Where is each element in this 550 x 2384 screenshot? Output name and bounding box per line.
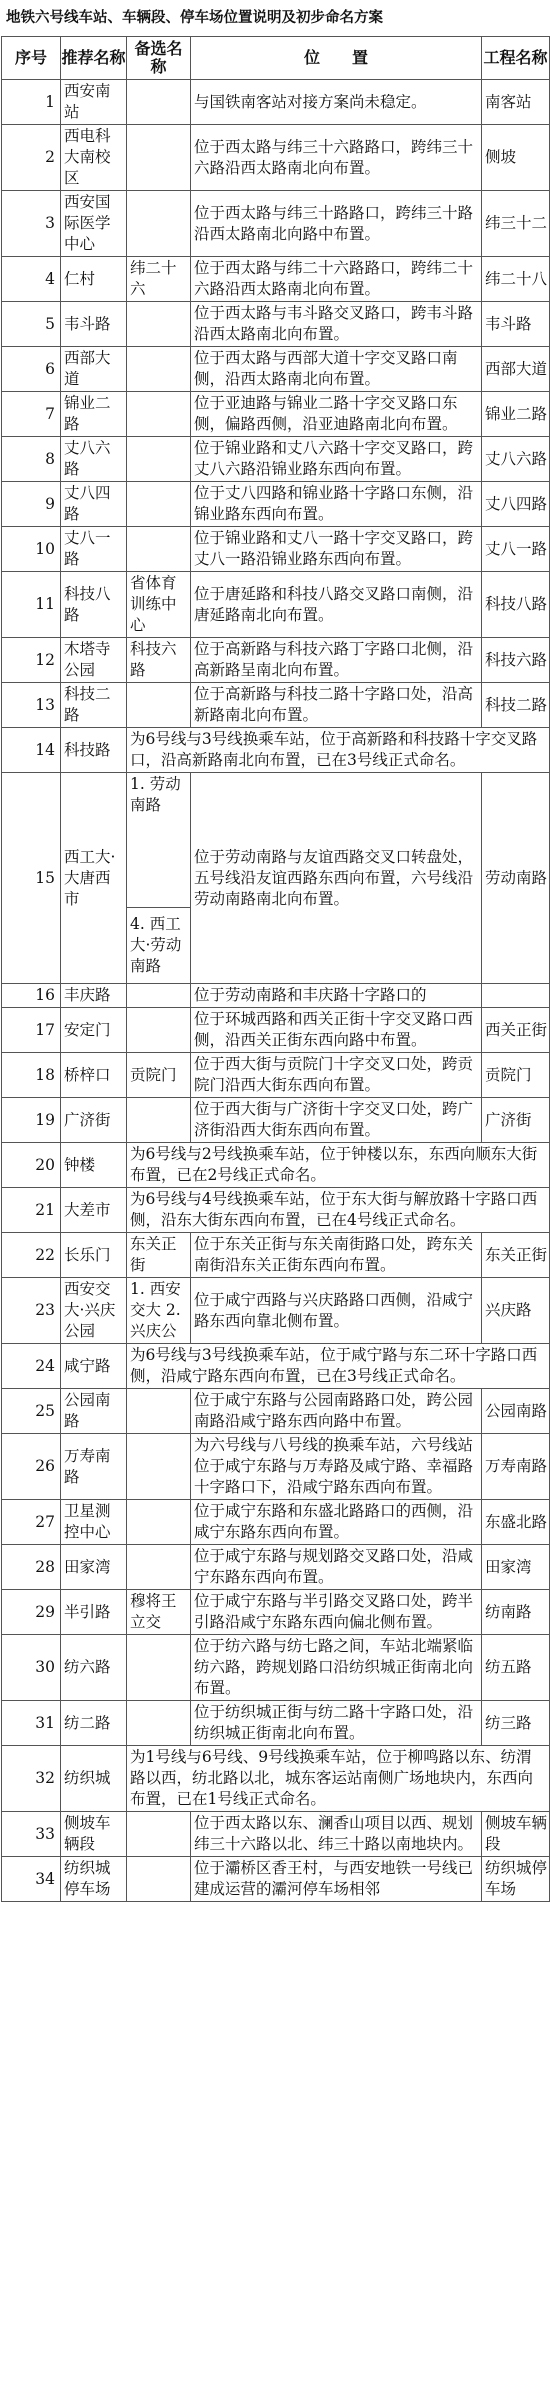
row-number: 25 — [2, 1389, 61, 1434]
table-row — [2, 191, 550, 257]
table-row — [2, 773, 550, 984]
row-number: 17 — [2, 1008, 61, 1053]
alternative-name — [127, 984, 191, 1008]
recommended-name: 纺六路 — [61, 1635, 127, 1701]
location-description: 位于咸宁东路与规划路交叉路口处，沿咸宁东路东西向布置。 — [191, 1545, 482, 1590]
project-name: 西关正街 — [482, 1008, 550, 1053]
transfer-station-note: 为6号线与4号线换乘车站，位于东大街与解放路十字路口西侧，沿东大街东西向布置，已在4号线正式命名。 — [127, 1188, 550, 1233]
row-number: 12 — [2, 638, 61, 683]
table-row — [2, 728, 550, 773]
location-description: 位于西太路与纬三十六路路口，跨纬三十六路沿西太路南北向布置。 — [191, 125, 482, 191]
location-description: 位于劳动南路和丰庆路十字路口的 — [191, 984, 482, 1008]
recommended-name: 万寿南路 — [61, 1434, 127, 1500]
location-description: 位于咸宁东路和东盛北路路口的西侧，沿咸宁东路东西向布置。 — [191, 1500, 482, 1545]
table-row — [2, 1545, 550, 1590]
location-description: 位于环城西路和西关正街十字交叉路口西侧，沿西关正街东西向路中布置。 — [191, 1008, 482, 1053]
project-name: 侧坡 — [482, 125, 550, 191]
location-description: 为六号线与八号线的换乘车站，六号线站位于咸宁东路与万寿路及咸宁路、幸福路十字路口下，沿咸宁路东西向布置。 — [191, 1434, 482, 1500]
recommended-name: 大差市 — [61, 1188, 127, 1233]
location-description: 位于咸宁东路与半引路交叉路口处，跨半引路沿咸宁东路东西向偏北侧布置。 — [191, 1590, 482, 1635]
table-row — [2, 683, 550, 728]
table-row — [2, 984, 550, 1008]
project-name: 东盛北路 — [482, 1500, 550, 1545]
row-number: 2 — [2, 125, 61, 191]
project-name: 西部大道 — [482, 347, 550, 392]
row-number: 19 — [2, 1098, 61, 1143]
table-row — [2, 1344, 550, 1389]
recommended-name: 仁村 — [61, 257, 127, 302]
table-row — [2, 347, 550, 392]
header-alt: 备选名称 — [127, 37, 191, 80]
project-name: 田家湾 — [482, 1545, 550, 1590]
location-description: 位于西太路与韦斗路交叉路口，跨韦斗路沿西太路南北向布置。 — [191, 302, 482, 347]
header-row — [2, 37, 550, 80]
row-number: 27 — [2, 1500, 61, 1545]
table-row — [2, 257, 550, 302]
row-number: 20 — [2, 1143, 61, 1188]
table-row — [2, 1857, 550, 1902]
location-description: 位于咸宁东路与公园南路路口处，跨公园南路沿咸宁路东西向路中布置。 — [191, 1389, 482, 1434]
recommended-name: 西安南站 — [61, 80, 127, 125]
recommended-name: 木塔寺公园 — [61, 638, 127, 683]
recommended-name: 丈八四路 — [61, 482, 127, 527]
recommended-name: 卫星测控中心 — [61, 1500, 127, 1545]
table-row — [2, 1098, 550, 1143]
alternative-name — [127, 392, 191, 437]
table-row — [2, 302, 550, 347]
row-number: 14 — [2, 728, 61, 773]
recommended-name: 西电科大南校区 — [61, 125, 127, 191]
table-row — [2, 482, 550, 527]
recommended-name: 纺织城停车场 — [61, 1857, 127, 1902]
location-description: 位于丈八四路和锦业路十字路口东侧，沿锦业路东西向布置。 — [191, 482, 482, 527]
alternative-name: 1. 西安交大 2. 兴庆公 — [127, 1278, 191, 1344]
recommended-name: 韦斗路 — [61, 302, 127, 347]
location-description: 位于唐延路和科技八路交叉路口南侧，沿唐延路南北向布置。 — [191, 572, 482, 638]
project-name: 万寿南路 — [482, 1434, 550, 1500]
project-name: 南客站 — [482, 80, 550, 125]
table-row — [2, 1053, 550, 1098]
alternative-name — [127, 1434, 191, 1500]
recommended-name: 田家湾 — [61, 1545, 127, 1590]
location-description: 位于亚迪路与锦业二路十字交叉路口东侧，偏路西侧，沿亚迪路南北向布置。 — [191, 392, 482, 437]
row-number: 10 — [2, 527, 61, 572]
row-number: 8 — [2, 437, 61, 482]
alternative-name-1: 1. 劳动南路 — [130, 775, 181, 814]
alternative-name — [127, 1701, 191, 1746]
table-row — [2, 1278, 550, 1344]
project-name: 韦斗路 — [482, 302, 550, 347]
table-row — [2, 1812, 550, 1857]
table-row — [2, 1188, 550, 1233]
alternative-name — [127, 347, 191, 392]
location-description: 位于西太路与西部大道十字交叉路口南侧，沿西太路南北向布置。 — [191, 347, 482, 392]
table-row — [2, 437, 550, 482]
alternative-name — [127, 80, 191, 125]
row-number: 16 — [2, 984, 61, 1008]
row-number: 7 — [2, 392, 61, 437]
alternative-name: 纬二十六 — [127, 257, 191, 302]
table-row — [2, 1143, 550, 1188]
recommended-name: 锦业二路 — [61, 392, 127, 437]
row-number: 31 — [2, 1701, 61, 1746]
location-description: 位于劳动南路与友谊西路交叉口转盘处，五号线沿友谊西路东西向布置，六号线沿劳动南路南北向布置。 — [191, 773, 482, 984]
location-description: 位于西太路以东、澜香山项目以西、规划纬三十六路以北、纬三十路以南地块内。 — [191, 1812, 482, 1857]
recommended-name: 半引路 — [61, 1590, 127, 1635]
alternative-name: 东关正街 — [127, 1233, 191, 1278]
row-number: 23 — [2, 1278, 61, 1344]
alternative-name — [127, 437, 191, 482]
project-name: 丈八一路 — [482, 527, 550, 572]
row-number: 18 — [2, 1053, 61, 1098]
location-description: 位于西太路与纬三十路路口，跨纬三十路沿西太路南北向路中布置。 — [191, 191, 482, 257]
alternative-name — [127, 482, 191, 527]
recommended-name: 西工大·大唐西市 — [61, 773, 127, 984]
row-number: 26 — [2, 1434, 61, 1500]
recommended-name: 科技路 — [61, 728, 127, 773]
alternative-name: 科技六路 — [127, 638, 191, 683]
alternative-name — [127, 527, 191, 572]
project-name: 科技二路 — [482, 683, 550, 728]
alternative-name: 省体育训练中心 — [127, 572, 191, 638]
alternative-name — [127, 1545, 191, 1590]
row-number: 33 — [2, 1812, 61, 1857]
location-description: 与国铁南客站对接方案尚未稳定。 — [191, 80, 482, 125]
row-number: 13 — [2, 683, 61, 728]
project-name: 锦业二路 — [482, 392, 550, 437]
table-row — [2, 125, 550, 191]
recommended-name: 长乐门 — [61, 1233, 127, 1278]
alternative-name — [127, 1500, 191, 1545]
row-number: 3 — [2, 191, 61, 257]
alternative-name-2: 4. 西工大·劳动南路 — [127, 907, 190, 983]
alternative-name — [127, 191, 191, 257]
row-number: 34 — [2, 1857, 61, 1902]
alternative-name: 贡院门 — [127, 1053, 191, 1098]
row-number: 29 — [2, 1590, 61, 1635]
recommended-name: 科技二路 — [61, 683, 127, 728]
table-row — [2, 392, 550, 437]
alternative-name — [127, 1098, 191, 1143]
alternative-name — [127, 1812, 191, 1857]
row-number: 9 — [2, 482, 61, 527]
table-row — [2, 527, 550, 572]
row-number: 21 — [2, 1188, 61, 1233]
station-naming-table — [1, 36, 550, 1902]
row-number: 5 — [2, 302, 61, 347]
project-name: 纺三路 — [482, 1701, 550, 1746]
recommended-name: 丈八六路 — [61, 437, 127, 482]
alternative-name — [127, 1389, 191, 1434]
location-description: 位于高新路与科技六路丁字路口北侧，沿高新路呈南北向布置。 — [191, 638, 482, 683]
row-number: 24 — [2, 1344, 61, 1389]
row-number: 32 — [2, 1746, 61, 1812]
recommended-name: 钟楼 — [61, 1143, 127, 1188]
alternative-name — [127, 683, 191, 728]
table-row — [2, 1635, 550, 1701]
table-row — [2, 572, 550, 638]
alternative-name — [127, 125, 191, 191]
project-name — [482, 984, 550, 1008]
location-description: 位于咸宁西路与兴庆路路口西侧，沿咸宁路东西向靠北侧布置。 — [191, 1278, 482, 1344]
table-row — [2, 1434, 550, 1500]
project-name: 丈八四路 — [482, 482, 550, 527]
alternative-name — [127, 1635, 191, 1701]
row-number: 1 — [2, 80, 61, 125]
location-description: 位于锦业路和丈八一路十字交叉路口，跨丈八一路沿锦业路东西向布置。 — [191, 527, 482, 572]
alternative-name — [127, 1008, 191, 1053]
project-name: 贡院门 — [482, 1053, 550, 1098]
project-name: 纺五路 — [482, 1635, 550, 1701]
project-name: 劳动南路 — [482, 773, 550, 984]
transfer-station-note: 为1号线与6号线、9号线换乘车站，位于柳鸣路以东、纺渭路以西，纺北路以北，城东客运站南侧广场地块内，东西向布置，已在1号线正式命名。 — [127, 1746, 550, 1812]
table-row — [2, 1500, 550, 1545]
project-name: 纺织城停车场 — [482, 1857, 550, 1902]
alternative-names — [127, 773, 191, 984]
project-name: 纬三十二 — [482, 191, 550, 257]
project-name: 纬二十八 — [482, 257, 550, 302]
table-row — [2, 1590, 550, 1635]
recommended-name: 安定门 — [61, 1008, 127, 1053]
row-number: 11 — [2, 572, 61, 638]
project-name: 科技八路 — [482, 572, 550, 638]
project-name: 兴庆路 — [482, 1278, 550, 1344]
location-description: 位于西太路与纬二十六路路口，跨纬二十六路沿西太路南北向布置。 — [191, 257, 482, 302]
location-description: 位于西大街与广济街十字交叉口处，跨广济街沿西大街东西向布置。 — [191, 1098, 482, 1143]
location-description: 位于灞桥区香王村，与西安地铁一号线已建成运营的灞河停车场相邻 — [191, 1857, 482, 1902]
table-row — [2, 1746, 550, 1812]
project-name: 公园南路 — [482, 1389, 550, 1434]
location-description: 位于纺六路与纺七路之间，车站北端紧临纺六路，跨规划路口沿纺织城正街南北向布置。 — [191, 1635, 482, 1701]
recommended-name: 科技八路 — [61, 572, 127, 638]
alternative-name — [127, 302, 191, 347]
project-name: 广济街 — [482, 1098, 550, 1143]
header-location: 位 置 — [191, 37, 482, 80]
table-row — [2, 80, 550, 125]
location-description: 位于锦业路和丈八六路十字交叉路口，跨丈八六路沿锦业路东西向布置。 — [191, 437, 482, 482]
recommended-name: 公园南路 — [61, 1389, 127, 1434]
header-name: 推荐名称 — [61, 37, 127, 80]
recommended-name: 咸宁路 — [61, 1344, 127, 1389]
recommended-name: 西安国际医学中心 — [61, 191, 127, 257]
project-name: 丈八六路 — [482, 437, 550, 482]
transfer-station-note: 为6号线与3号线换乘车站，位于高新路和科技路十字交叉路口，沿高新路南北向布置，已在3号线正式命名。 — [127, 728, 550, 773]
header-project: 工程名称 — [482, 37, 550, 80]
project-name: 侧坡车辆段 — [482, 1812, 550, 1857]
recommended-name: 丰庆路 — [61, 984, 127, 1008]
document-title: 地铁六号线车站、车辆段、停车场位置说明及初步命名方案 — [6, 9, 383, 26]
row-number: 4 — [2, 257, 61, 302]
recommended-name: 侧坡车辆段 — [61, 1812, 127, 1857]
transfer-station-note: 为6号线与3号线换乘车站，位于咸宁路与东二环十字路口西侧，沿咸宁路东西向布置，已在3号线正式命名。 — [127, 1344, 550, 1389]
table-row — [2, 1701, 550, 1746]
project-name: 科技六路 — [482, 638, 550, 683]
alternative-name — [127, 1857, 191, 1902]
project-name: 东关正街 — [482, 1233, 550, 1278]
recommended-name: 桥梓口 — [61, 1053, 127, 1098]
recommended-name: 广济街 — [61, 1098, 127, 1143]
location-description: 位于东关正街与东关南街路口处，跨东关南街沿东关正街东西向布置。 — [191, 1233, 482, 1278]
recommended-name: 纺二路 — [61, 1701, 127, 1746]
location-description: 位于纺织城正街与纺二路十字路口处，沿纺织城正街南北向布置。 — [191, 1701, 482, 1746]
recommended-name: 西部大道 — [61, 347, 127, 392]
row-number: 22 — [2, 1233, 61, 1278]
recommended-name: 西安交大·兴庆公园 — [61, 1278, 127, 1344]
recommended-name: 纺织城 — [61, 1746, 127, 1812]
alternative-name: 穆将王立交 — [127, 1590, 191, 1635]
recommended-name: 丈八一路 — [61, 527, 127, 572]
table-row — [2, 638, 550, 683]
location-description: 位于高新路与科技二路十字路口处，沿高新路南北向布置。 — [191, 683, 482, 728]
table-row — [2, 1233, 550, 1278]
table-row — [2, 1389, 550, 1434]
row-number: 15 — [2, 773, 61, 984]
location-description: 位于西大街与贡院门十字交叉口处，跨贡院门沿西大街东西向布置。 — [191, 1053, 482, 1098]
row-number: 6 — [2, 347, 61, 392]
table-row — [2, 1008, 550, 1053]
transfer-station-note: 为6号线与2号线换乘车站，位于钟楼以东，东西向顺东大街布置，已在2号线正式命名。 — [127, 1143, 550, 1188]
row-number: 28 — [2, 1545, 61, 1590]
row-number: 30 — [2, 1635, 61, 1701]
project-name: 纺南路 — [482, 1590, 550, 1635]
header-no: 序号 — [2, 37, 61, 80]
